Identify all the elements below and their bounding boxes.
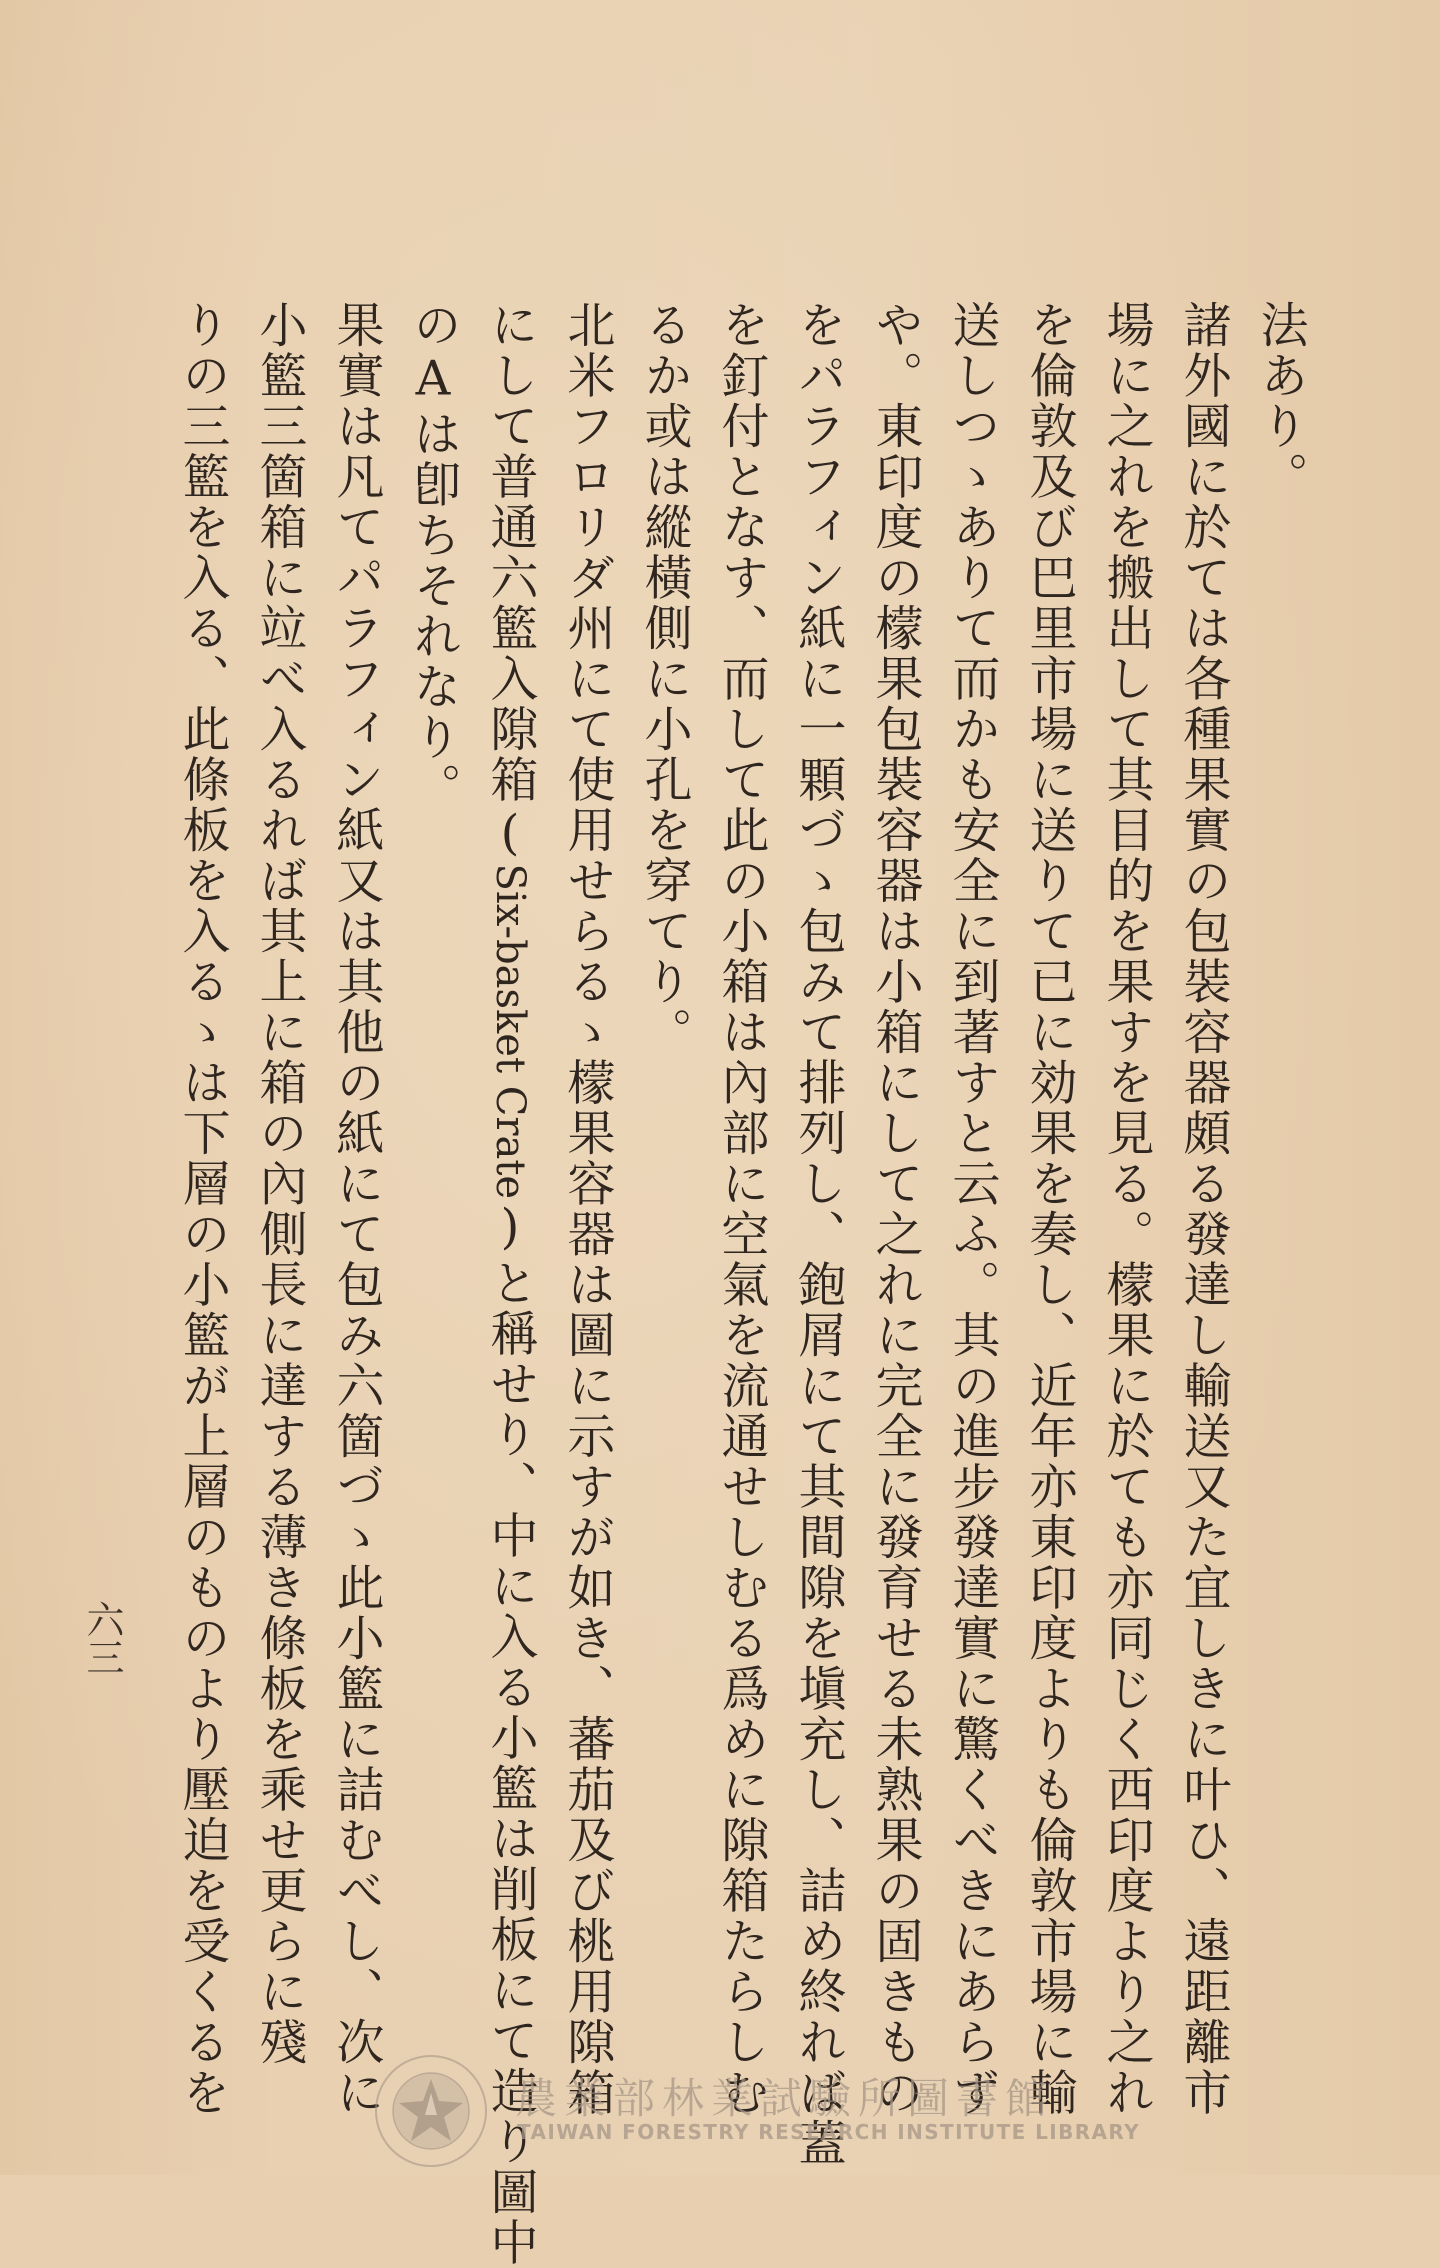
text-column-8: を釘付となす、而して此の小箱は內部に空氣を流通せしむる爲めに隙箱たらしむ <box>713 300 769 2118</box>
page-number: 六三 <box>80 1600 124 1676</box>
text-column-6: や。東印度の檬果包裝容器は小箱にして之れに完全に發育せる未熟果の固きもの <box>867 300 923 2118</box>
text-column-2: 諸外國に於ては各種果實の包裝容器頗る發達し輸送又た宜しきに叶ひ、遠距離市 <box>1175 300 1231 2118</box>
text-column-5: 送しつゝありて而かも安全に到著すと云ふ。其の進步發達實に驚くべきにあらず <box>944 300 1000 2118</box>
library-name-english: TAIWAN FORESTRY RESEARCH INSTITUTE LIBRARY <box>517 2120 1140 2144</box>
text-column-11: にして普通六籃入隙箱(Six-basket Crate)と稱せり、中に入る小籃は削板にて造り圖中 <box>482 300 538 2268</box>
text-column-3: 場に之れを搬出して其目的を果すを見る。檬果に於ても亦同じく西印度より之れ <box>1098 300 1154 2118</box>
library-name: 農業部林業試驗所圖書館 <box>515 2074 1055 2123</box>
text-column-15: りの三籃を入る、此條板を入るゝは下層の小籃が上層のものより壓迫を受くるを <box>174 300 230 2118</box>
text-column-13: 果實は凡てパラフィン紙又は其他の紙にて包み六箇づゝ此小籃に詰むべし、次に <box>328 300 384 2118</box>
text-column-10: 北米フロリダ州にて使用せらるゝ檬果容器は圖に示すが如き、蕃茄及び桃用隙箱 <box>559 300 615 2118</box>
text-column-1: 法あり。 <box>1252 300 1308 502</box>
library-seal-icon <box>373 2053 489 2169</box>
latin-phrase: Six-basket Crate <box>487 863 533 1200</box>
text-column-12: のAは卽ちそれなり。 <box>405 300 461 813</box>
text-column-4: を倫敦及び巴里市場に送りて已に効果を奏し、近年亦東印度よりも倫敦市場に輸 <box>1021 300 1077 2118</box>
text-column-9: るか或は縱橫側に小孔を穿てり。 <box>636 300 692 1058</box>
text-column-7: をパラフィン紙に一顆づゝ包みて排列し、鉋屑にて其間隙を塡充し、詰め終れば蓋 <box>790 300 846 2169</box>
text-column-14: 小籃三箇箱に竝べ入るれば其上に箱の內側長に達する薄き條板を乘せ更らに殘 <box>251 300 307 2068</box>
